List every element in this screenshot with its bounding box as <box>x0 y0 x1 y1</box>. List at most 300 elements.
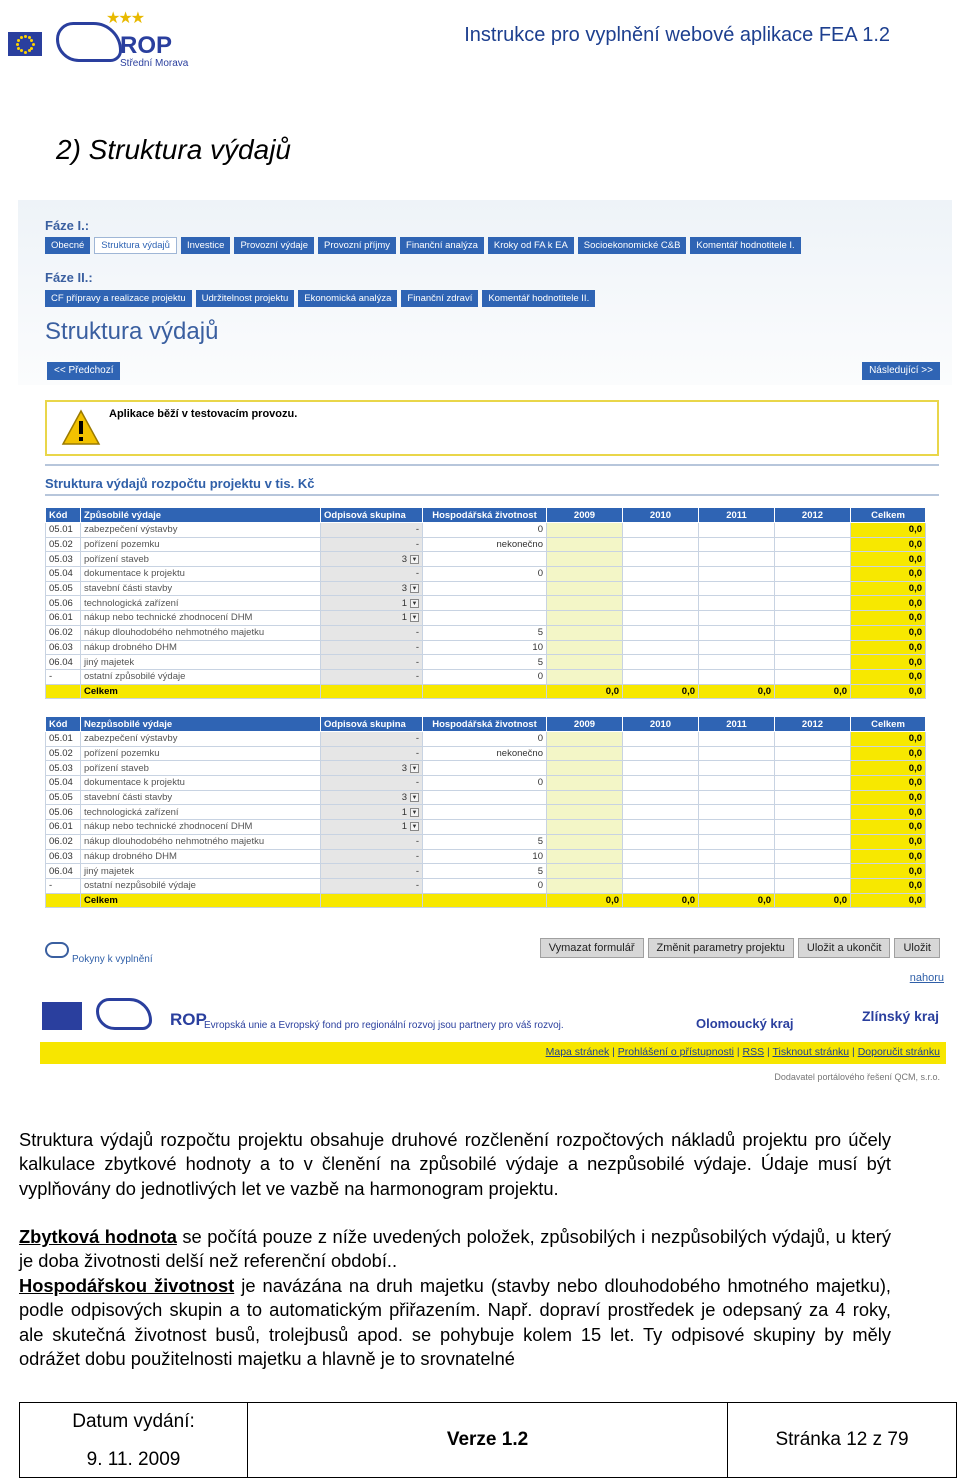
input-2012[interactable] <box>775 746 851 761</box>
input-2010[interactable] <box>623 732 699 747</box>
input-2011[interactable] <box>699 776 775 791</box>
input-2011[interactable] <box>699 746 775 761</box>
economic-life-value: 5 <box>423 864 547 879</box>
input-2009[interactable] <box>547 864 623 879</box>
column-header: Celkem <box>851 717 926 732</box>
table-row <box>46 790 926 805</box>
depreciation-group-select[interactable] <box>321 805 423 820</box>
eligible-expenses-table <box>45 507 926 699</box>
date-label: Datum vydání: <box>72 1411 195 1432</box>
input-2010[interactable] <box>623 864 699 879</box>
economic-life-value <box>423 596 547 611</box>
row-name: stavební části stavby <box>81 581 321 596</box>
row-total: 0,0 <box>851 581 926 596</box>
input-2009[interactable] <box>547 761 623 776</box>
footer-date-cell <box>20 1403 248 1477</box>
input-2010[interactable] <box>623 878 699 893</box>
depreciation-group-select[interactable] <box>321 849 423 864</box>
row-code: 05.04 <box>46 776 81 791</box>
depreciation-group-select[interactable] <box>321 537 423 552</box>
chevron-down-icon[interactable]: ▼ <box>411 556 418 563</box>
region-map-icon <box>56 22 122 62</box>
input-2012[interactable] <box>775 596 851 611</box>
input-2009[interactable] <box>547 746 623 761</box>
input-2012[interactable] <box>775 625 851 640</box>
app-header <box>18 200 952 385</box>
footer-link[interactable]: Mapa stránek <box>545 1046 610 1058</box>
warning-box <box>45 400 939 456</box>
input-2009[interactable] <box>547 805 623 820</box>
footer-link[interactable]: RSS <box>742 1046 765 1058</box>
save-and-close-button[interactable]: Uložit a ukončit <box>798 938 891 958</box>
input-2012[interactable] <box>775 655 851 670</box>
sum-value: 0,0 <box>851 684 926 699</box>
input-2011[interactable] <box>699 611 775 626</box>
input-2010[interactable] <box>623 537 699 552</box>
input-2011[interactable] <box>699 669 775 684</box>
depreciation-group-select[interactable] <box>321 790 423 805</box>
rop-logo-subtitle: Střední Morava <box>120 58 189 69</box>
input-2009[interactable] <box>547 611 623 626</box>
instructions-link[interactable]: Pokyny k vyplnění <box>72 954 153 965</box>
row-code: 06.03 <box>46 640 81 655</box>
depreciation-group-value: 3 <box>401 762 407 774</box>
table-header-row <box>46 508 926 523</box>
input-2012[interactable] <box>775 761 851 776</box>
depreciation-group-select[interactable] <box>321 611 423 626</box>
input-2011[interactable] <box>699 761 775 776</box>
input-2011[interactable] <box>699 567 775 582</box>
table-row <box>46 864 926 879</box>
footer-links <box>546 1046 940 1058</box>
row-code: 06.04 <box>46 655 81 670</box>
column-header: 2010 <box>623 508 699 523</box>
phase1-tab-4[interactable]: Provozní příjmy <box>318 237 396 254</box>
input-2011[interactable] <box>699 640 775 655</box>
economic-life-value: 0 <box>423 567 547 582</box>
depreciation-group-value: 3 <box>401 583 407 595</box>
row-total: 0,0 <box>851 596 926 611</box>
footer-link[interactable]: Prohlášení o přístupnosti <box>617 1046 734 1058</box>
clear-form-button[interactable]: Vymazat formulář <box>540 938 644 958</box>
input-2011[interactable] <box>699 596 775 611</box>
chevron-down-icon[interactable]: ▼ <box>411 586 418 593</box>
flag-star <box>28 49 31 52</box>
phase1-tabs <box>45 237 801 254</box>
phase1-tab-7[interactable]: Socioekonomické C&B <box>578 237 687 254</box>
input-2011[interactable] <box>699 655 775 670</box>
phase1-tab-5[interactable]: Finanční analýza <box>400 237 484 254</box>
row-total: 0,0 <box>851 820 926 835</box>
sum-row <box>46 893 926 908</box>
depreciation-group-select[interactable] <box>321 834 423 849</box>
depreciation-group-value: 3 <box>401 792 407 804</box>
input-2010[interactable] <box>623 761 699 776</box>
row-name: jiný majetek <box>81 655 321 670</box>
input-2010[interactable] <box>623 567 699 582</box>
row-code: 06.04 <box>46 864 81 879</box>
flag-star <box>17 47 20 50</box>
phase1-tab-1[interactable]: Struktura výdajů <box>94 237 177 254</box>
input-2010[interactable] <box>623 581 699 596</box>
link-separator: | <box>764 1046 773 1058</box>
row-total: 0,0 <box>851 625 926 640</box>
input-2009[interactable] <box>547 820 623 835</box>
page-number: Stránka 12 z 79 <box>775 1429 909 1450</box>
economic-life-value: nekonečno <box>423 537 547 552</box>
depreciation-group-value: - <box>415 865 419 877</box>
next-button[interactable]: Následující >> <box>862 362 940 380</box>
sum-value: 0,0 <box>775 684 851 699</box>
column-header: Kód <box>46 508 81 523</box>
zlin-region-logo: Zlínský kraj <box>862 1008 940 1024</box>
sum-empty <box>423 684 547 699</box>
economic-life-value <box>423 790 547 805</box>
row-code: 05.01 <box>46 732 81 747</box>
phase2-tab-0[interactable]: CF přípravy a realizace projektu <box>45 290 192 307</box>
input-2010[interactable] <box>623 611 699 626</box>
depreciation-group-select[interactable] <box>321 596 423 611</box>
row-total: 0,0 <box>851 669 926 684</box>
input-2009[interactable] <box>547 732 623 747</box>
depreciation-group-select[interactable] <box>321 567 423 582</box>
phase2-tabs <box>45 290 595 307</box>
input-2012[interactable] <box>775 581 851 596</box>
depreciation-group-select[interactable] <box>321 864 423 879</box>
link-separator: | <box>609 1046 618 1058</box>
sum-value: 0,0 <box>775 893 851 908</box>
economic-life-value <box>423 611 547 626</box>
input-2010[interactable] <box>623 596 699 611</box>
input-2012[interactable] <box>775 878 851 893</box>
table-row <box>46 625 926 640</box>
phase2-label: Fáze II.: <box>45 270 93 285</box>
rop-logo <box>56 8 206 72</box>
row-total: 0,0 <box>851 611 926 626</box>
economic-life-value: 0 <box>423 523 547 538</box>
depreciation-group-select[interactable] <box>321 552 423 567</box>
input-2009[interactable] <box>547 552 623 567</box>
back-to-top-link[interactable]: nahoru <box>909 972 944 984</box>
economic-life-value: 5 <box>423 625 547 640</box>
table-row <box>46 732 926 747</box>
struct-title: Struktura výdajů rozpočtu projektu v tis. Kč <box>45 476 315 491</box>
row-code: 05.05 <box>46 790 81 805</box>
table-row <box>46 834 926 849</box>
input-2011[interactable] <box>699 581 775 596</box>
depreciation-group-select[interactable] <box>321 523 423 538</box>
input-2012[interactable] <box>775 537 851 552</box>
footer-link[interactable]: Doporučit stránku <box>857 1046 940 1058</box>
table-row <box>46 655 926 670</box>
sum-value: 0,0 <box>547 893 623 908</box>
row-code: 05.03 <box>46 552 81 567</box>
input-2011[interactable] <box>699 537 775 552</box>
row-total: 0,0 <box>851 655 926 670</box>
input-2012[interactable] <box>775 776 851 791</box>
depreciation-group-select[interactable] <box>321 669 423 684</box>
depreciation-group-select[interactable] <box>321 625 423 640</box>
chevron-down-icon[interactable]: ▼ <box>411 765 418 772</box>
input-2009[interactable] <box>547 640 623 655</box>
input-2011[interactable] <box>699 552 775 567</box>
depreciation-group-value: - <box>415 671 419 683</box>
column-header: Způsobilé výdaje <box>81 508 321 523</box>
table-row <box>46 611 926 626</box>
row-code: 06.02 <box>46 625 81 640</box>
row-name: nákup nebo technické zhodnocení DHM <box>81 611 321 626</box>
input-2010[interactable] <box>623 849 699 864</box>
depreciation-group-select[interactable] <box>321 732 423 747</box>
table-row <box>46 523 926 538</box>
page-title: Struktura výdajů <box>45 318 219 345</box>
input-2012[interactable] <box>775 849 851 864</box>
phase1-tab-8[interactable]: Komentář hodnotitele I. <box>690 237 800 254</box>
input-2010[interactable] <box>623 640 699 655</box>
input-2011[interactable] <box>699 625 775 640</box>
column-header: 2009 <box>547 508 623 523</box>
row-code: 05.03 <box>46 761 81 776</box>
column-header: 2012 <box>775 717 851 732</box>
row-total: 0,0 <box>851 761 926 776</box>
input-2009[interactable] <box>547 834 623 849</box>
input-2009[interactable] <box>547 537 623 552</box>
row-name: ostatní nezpůsobilé výdaje <box>81 878 321 893</box>
row-code: - <box>46 878 81 893</box>
link-separator: | <box>849 1046 858 1058</box>
row-total: 0,0 <box>851 567 926 582</box>
phase1-tab-2[interactable]: Investice <box>181 237 231 254</box>
prev-button[interactable]: << Předchozí <box>47 362 120 380</box>
input-2012[interactable] <box>775 552 851 567</box>
footer-link[interactable]: Tisknout stránku <box>772 1046 850 1058</box>
input-2009[interactable] <box>547 581 623 596</box>
phase1-tab-0[interactable]: Obecné <box>45 237 90 254</box>
input-2010[interactable] <box>623 790 699 805</box>
row-name: technologická zařízení <box>81 596 321 611</box>
input-2010[interactable] <box>623 805 699 820</box>
row-code: - <box>46 669 81 684</box>
row-name: nákup drobného DHM <box>81 849 321 864</box>
depreciation-group-select[interactable] <box>321 776 423 791</box>
input-2009[interactable] <box>547 596 623 611</box>
chevron-down-icon[interactable]: ▼ <box>411 795 418 802</box>
save-button[interactable]: Uložit <box>894 938 940 958</box>
economic-life-value: 10 <box>423 849 547 864</box>
depreciation-group-value: 1 <box>401 806 407 818</box>
flag-star <box>30 39 33 42</box>
table-row <box>46 640 926 655</box>
input-2009[interactable] <box>547 625 623 640</box>
column-header: Hospodářská životnost <box>423 717 547 732</box>
input-2012[interactable] <box>775 834 851 849</box>
economic-life-value: 0 <box>423 878 547 893</box>
depreciation-group-select[interactable] <box>321 746 423 761</box>
phase2-tab-4[interactable]: Komentář hodnotitele II. <box>482 290 595 307</box>
depreciation-group-select[interactable] <box>321 761 423 776</box>
input-2011[interactable] <box>699 878 775 893</box>
row-name: zabezpečení výstavby <box>81 523 321 538</box>
chevron-down-icon[interactable]: ▼ <box>411 824 418 831</box>
input-2009[interactable] <box>547 669 623 684</box>
change-params-button[interactable]: Změnit parametry projektu <box>648 938 794 958</box>
input-2010[interactable] <box>623 625 699 640</box>
row-total: 0,0 <box>851 523 926 538</box>
warning-icon <box>61 408 101 448</box>
column-header: 2009 <box>547 717 623 732</box>
input-2011[interactable] <box>699 732 775 747</box>
phase2-tab-1[interactable]: Udržitelnost projektu <box>196 290 295 307</box>
economic-life-value: 5 <box>423 834 547 849</box>
input-2009[interactable] <box>547 523 623 538</box>
input-2012[interactable] <box>775 567 851 582</box>
footer-page-cell <box>728 1403 956 1477</box>
input-2012[interactable] <box>775 669 851 684</box>
row-code: 05.05 <box>46 581 81 596</box>
sum-empty <box>321 684 423 699</box>
document-footer <box>19 1402 957 1478</box>
sum-empty <box>46 684 81 699</box>
row-name: pořízení staveb <box>81 552 321 567</box>
input-2010[interactable] <box>623 655 699 670</box>
input-2010[interactable] <box>623 746 699 761</box>
depreciation-group-value: - <box>415 524 419 536</box>
depreciation-group-value: 1 <box>401 612 407 624</box>
input-2010[interactable] <box>623 552 699 567</box>
depreciation-group-select[interactable] <box>321 820 423 835</box>
input-2011[interactable] <box>699 523 775 538</box>
phase1-tab-3[interactable]: Provozní výdaje <box>234 237 314 254</box>
input-2012[interactable] <box>775 820 851 835</box>
input-2011[interactable] <box>699 834 775 849</box>
input-2011[interactable] <box>699 805 775 820</box>
phase2-tab-2[interactable]: Ekonomická analýza <box>298 290 397 307</box>
input-2011[interactable] <box>699 864 775 879</box>
input-2009[interactable] <box>547 567 623 582</box>
economic-life-value: 0 <box>423 776 547 791</box>
chevron-down-icon[interactable]: ▼ <box>411 615 418 622</box>
input-2012[interactable] <box>775 790 851 805</box>
date-value: 9. 11. 2009 <box>86 1449 181 1470</box>
row-total: 0,0 <box>851 746 926 761</box>
input-2010[interactable] <box>623 834 699 849</box>
row-total: 0,0 <box>851 790 926 805</box>
supplier-text: Dodavatel portálového řešení QCM, s.r.o. <box>774 1072 940 1082</box>
input-2009[interactable] <box>547 655 623 670</box>
sum-value: 0,0 <box>699 893 775 908</box>
input-2009[interactable] <box>547 849 623 864</box>
flag-star <box>20 36 23 39</box>
row-name: pořízení pozemku <box>81 746 321 761</box>
row-name: jiný majetek <box>81 864 321 879</box>
column-header: 2012 <box>775 508 851 523</box>
chevron-down-icon[interactable]: ▼ <box>411 600 418 607</box>
input-2010[interactable] <box>623 820 699 835</box>
depreciation-group-select[interactable] <box>321 655 423 670</box>
chevron-down-icon[interactable]: ▼ <box>411 809 418 816</box>
row-name: ostatní způsobilé výdaje <box>81 669 321 684</box>
depreciation-group-select[interactable] <box>321 878 423 893</box>
brand-text: Evropská unie a Evropský fond pro regionální rozvoj jsou partnery pro váš rozvoj. <box>204 1020 564 1031</box>
input-2011[interactable] <box>699 849 775 864</box>
depreciation-group-value: - <box>415 850 419 862</box>
input-2010[interactable] <box>623 776 699 791</box>
row-total: 0,0 <box>851 864 926 879</box>
input-2012[interactable] <box>775 611 851 626</box>
depreciation-group-value: - <box>415 733 419 745</box>
flag-star <box>20 49 23 52</box>
row-total: 0,0 <box>851 537 926 552</box>
input-2012[interactable] <box>775 732 851 747</box>
row-code: 05.06 <box>46 805 81 820</box>
column-header: 2011 <box>699 717 775 732</box>
depreciation-group-select[interactable] <box>321 640 423 655</box>
depreciation-group-value: - <box>415 539 419 551</box>
sum-label: Celkem <box>81 684 321 699</box>
depreciation-group-value: 1 <box>401 597 407 609</box>
phase1-tab-6[interactable]: Kroky od FA k EA <box>488 237 574 254</box>
warning-text: Aplikace běží v testovacím provozu. <box>109 408 298 420</box>
flag-star <box>24 51 27 54</box>
speech-bubble-icon <box>45 942 69 958</box>
link-separator: | <box>733 1046 743 1058</box>
row-code: 05.02 <box>46 537 81 552</box>
table-row <box>46 761 926 776</box>
paragraph-2-text: se počítá pouze z níže uvedených položek, způsobilých i nezpůsobilých výdajů, u který je doba životnosti delší než referenční období.. <box>19 1226 891 1272</box>
row-name: stavební části stavby <box>81 790 321 805</box>
input-2010[interactable] <box>623 669 699 684</box>
column-header: Celkem <box>851 508 926 523</box>
input-2010[interactable] <box>623 523 699 538</box>
row-name: nákup dlouhodobého nehmotného majetku <box>81 834 321 849</box>
input-2009[interactable] <box>547 776 623 791</box>
column-header: Nezpůsobilé výdaje <box>81 717 321 732</box>
depreciation-group-value: - <box>415 641 419 653</box>
phase2-tab-3[interactable]: Finanční zdraví <box>401 290 478 307</box>
input-2012[interactable] <box>775 805 851 820</box>
input-2011[interactable] <box>699 790 775 805</box>
economic-life-value: nekonečno <box>423 746 547 761</box>
flag-star <box>16 43 19 46</box>
footer-link-bar <box>40 1042 946 1064</box>
version: Verze 1.2 <box>446 1429 529 1450</box>
brand-strip <box>40 988 948 1044</box>
column-header: 2010 <box>623 717 699 732</box>
economic-life-value <box>423 552 547 567</box>
input-2011[interactable] <box>699 820 775 835</box>
economic-life-value: 0 <box>423 669 547 684</box>
divider <box>45 464 939 466</box>
depreciation-group-value: 3 <box>401 553 407 565</box>
depreciation-group-select[interactable] <box>321 581 423 596</box>
phase1-label: Fáze I.: <box>45 218 90 233</box>
input-2012[interactable] <box>775 523 851 538</box>
depreciation-group-value: - <box>415 880 419 892</box>
input-2009[interactable] <box>547 878 623 893</box>
table-row <box>46 805 926 820</box>
sum-empty <box>423 893 547 908</box>
input-2012[interactable] <box>775 864 851 879</box>
sum-value: 0,0 <box>851 893 926 908</box>
ineligible-expenses-table <box>45 716 926 908</box>
input-2012[interactable] <box>775 640 851 655</box>
row-total: 0,0 <box>851 849 926 864</box>
row-total: 0,0 <box>851 552 926 567</box>
input-2009[interactable] <box>547 790 623 805</box>
eu-flag-icon <box>42 1002 82 1030</box>
row-code: 05.02 <box>46 746 81 761</box>
economic-life-value: 10 <box>423 640 547 655</box>
